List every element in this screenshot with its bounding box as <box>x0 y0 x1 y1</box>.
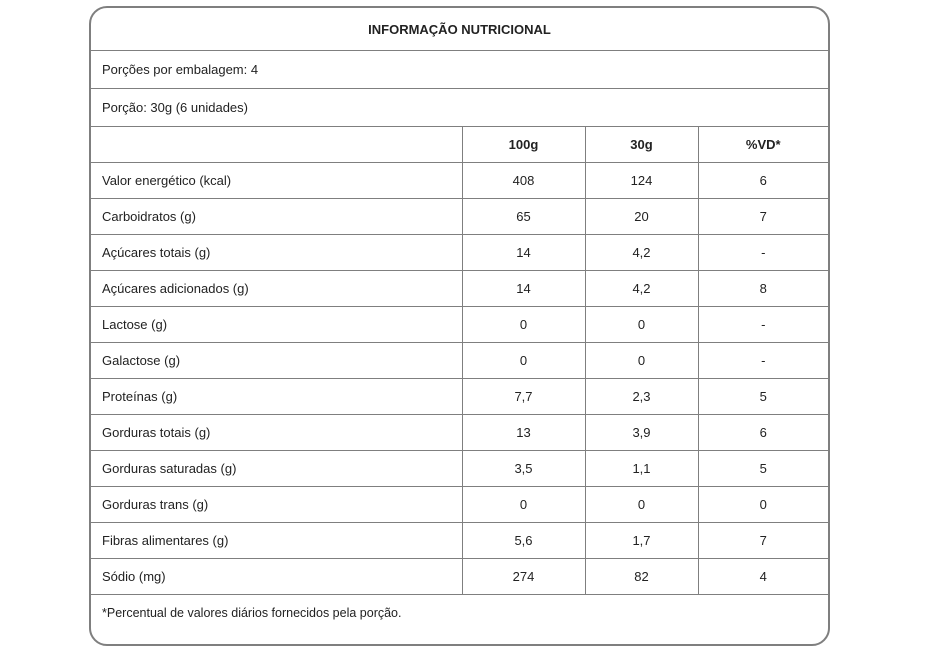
value-per-serving: 82 <box>585 559 698 595</box>
table-row <box>91 559 828 595</box>
nutrient-name: Galactose (g) <box>91 343 462 379</box>
header-daily-value: %VD* <box>698 127 828 163</box>
nutrition-facts-panel <box>89 6 830 646</box>
value-per-100g: 14 <box>462 235 585 271</box>
nutrient-name: Lactose (g) <box>91 307 462 343</box>
table-row <box>91 163 828 199</box>
value-per-serving: 4,2 <box>585 235 698 271</box>
table-row <box>91 343 828 379</box>
value-per-serving: 20 <box>585 199 698 235</box>
servings-per-package: Porções por embalagem: 4 <box>91 51 828 89</box>
value-daily-percent: 5 <box>698 451 828 487</box>
nutrient-name: Açúcares adicionados (g) <box>91 271 462 307</box>
value-per-100g: 0 <box>462 487 585 523</box>
value-daily-percent: - <box>698 235 828 271</box>
value-per-serving: 0 <box>585 307 698 343</box>
header-per-serving: 30g <box>585 127 698 163</box>
value-daily-percent: 6 <box>698 163 828 199</box>
value-daily-percent: - <box>698 307 828 343</box>
nutrient-name: Gorduras totais (g) <box>91 415 462 451</box>
nutrient-name: Gorduras trans (g) <box>91 487 462 523</box>
table-row <box>91 235 828 271</box>
title-row <box>91 8 828 51</box>
value-per-100g: 0 <box>462 343 585 379</box>
nutrient-name: Fibras alimentares (g) <box>91 523 462 559</box>
table-row <box>91 451 828 487</box>
header-per-100g: 100g <box>462 127 585 163</box>
table-row <box>91 379 828 415</box>
table-title: INFORMAÇÃO NUTRICIONAL <box>368 21 551 37</box>
value-per-serving: 1,7 <box>585 523 698 559</box>
value-per-serving: 124 <box>585 163 698 199</box>
table-row <box>91 271 828 307</box>
nutrient-name: Valor energético (kcal) <box>91 163 462 199</box>
table-row <box>91 199 828 235</box>
value-per-100g: 5,6 <box>462 523 585 559</box>
value-per-serving: 0 <box>585 487 698 523</box>
value-per-100g: 7,7 <box>462 379 585 415</box>
value-per-100g: 65 <box>462 199 585 235</box>
value-per-serving: 0 <box>585 343 698 379</box>
table-row <box>91 523 828 559</box>
nutrient-name: Sódio (mg) <box>91 559 462 595</box>
nutrient-name: Proteínas (g) <box>91 379 462 415</box>
serving-size-row <box>91 89 828 127</box>
servings-row <box>91 51 828 89</box>
value-daily-percent: 7 <box>698 199 828 235</box>
footnote: *Percentual de valores diários fornecidos pela porção. <box>91 595 828 632</box>
value-per-100g: 3,5 <box>462 451 585 487</box>
value-daily-percent: 7 <box>698 523 828 559</box>
serving-size: Porção: 30g (6 unidades) <box>91 89 828 127</box>
value-per-100g: 13 <box>462 415 585 451</box>
value-per-serving: 4,2 <box>585 271 698 307</box>
value-per-serving: 2,3 <box>585 379 698 415</box>
value-per-serving: 1,1 <box>585 451 698 487</box>
value-per-serving: 3,9 <box>585 415 698 451</box>
value-per-100g: 0 <box>462 307 585 343</box>
nutrient-name: Gorduras saturadas (g) <box>91 451 462 487</box>
header-nutrient <box>91 127 462 163</box>
table-row <box>91 307 828 343</box>
value-per-100g: 408 <box>462 163 585 199</box>
value-daily-percent: - <box>698 343 828 379</box>
nutrition-facts-table <box>91 8 828 631</box>
table-row <box>91 415 828 451</box>
value-daily-percent: 6 <box>698 415 828 451</box>
value-daily-percent: 0 <box>698 487 828 523</box>
footnote-row <box>91 595 828 632</box>
nutrient-name: Carboidratos (g) <box>91 199 462 235</box>
value-daily-percent: 4 <box>698 559 828 595</box>
column-header-row <box>91 127 828 163</box>
table-row <box>91 487 828 523</box>
nutrient-name: Açúcares totais (g) <box>91 235 462 271</box>
value-daily-percent: 8 <box>698 271 828 307</box>
value-per-100g: 274 <box>462 559 585 595</box>
value-daily-percent: 5 <box>698 379 828 415</box>
value-per-100g: 14 <box>462 271 585 307</box>
